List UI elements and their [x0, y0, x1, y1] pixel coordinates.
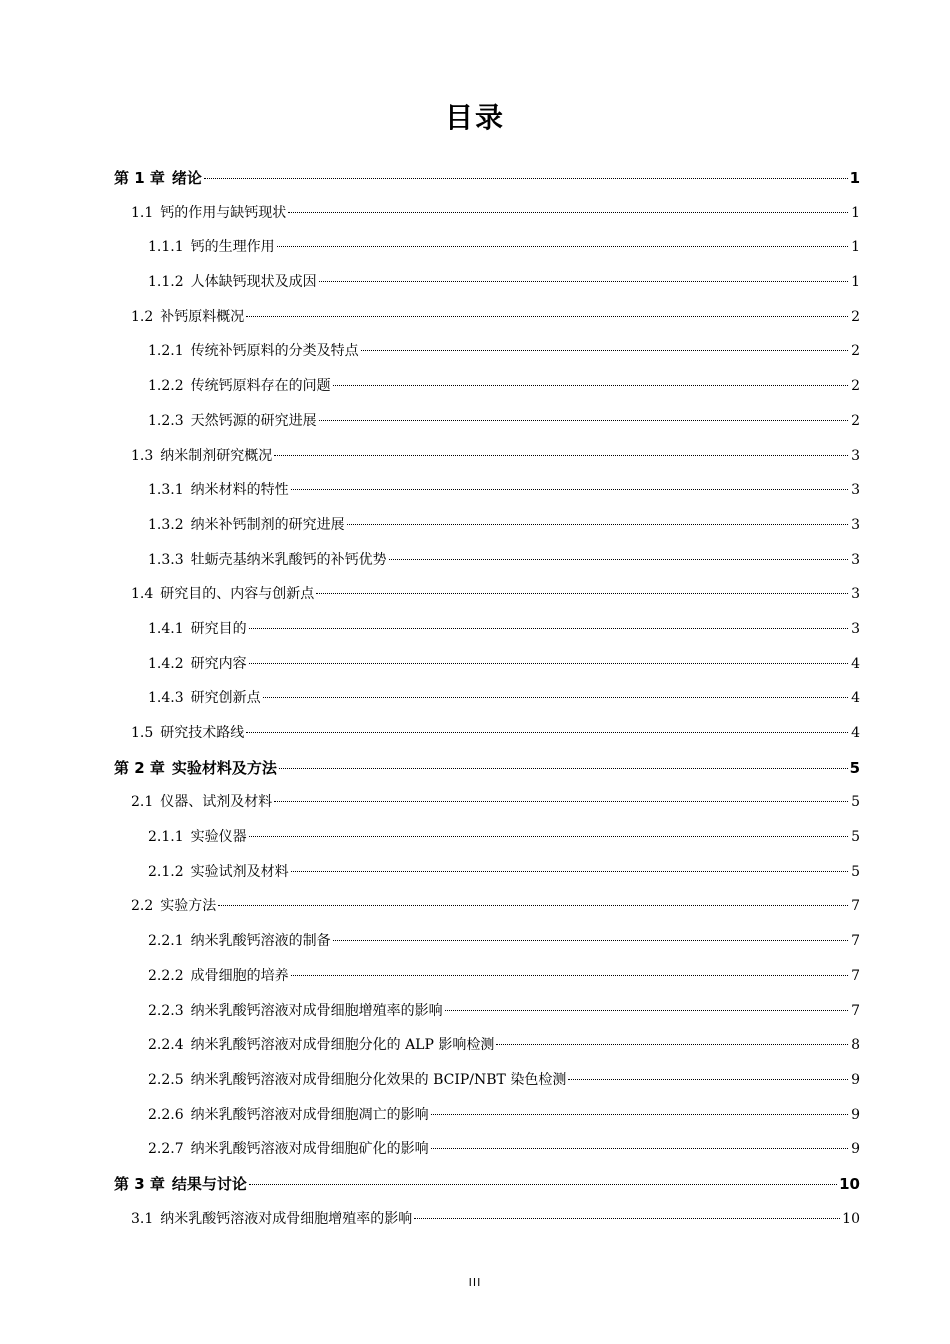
toc-entry-label: 纳米制剂研究概况 — [160, 447, 273, 464]
toc-entry-page: 10 — [839, 1174, 860, 1193]
toc-entry-page: 10 — [842, 1210, 860, 1227]
toc-entry-number: 1.4.1 — [148, 620, 184, 637]
toc-entry[interactable] — [114, 577, 860, 612]
toc-entry-label: 实验材料及方法 — [171, 758, 277, 777]
toc-entry-label: 实验仪器 — [190, 829, 247, 846]
dot-leader — [279, 768, 848, 769]
toc-entry-label: 牡蛎壳基纳米乳酸钙的补钙优势 — [190, 551, 387, 568]
page-title: 目录 — [444, 101, 505, 134]
toc-entry-label: 补钙原料概况 — [160, 308, 245, 325]
toc-entry-number: 2.2.3 — [148, 1002, 184, 1019]
toc-entry-number: 第 2 章 — [114, 758, 165, 777]
toc-entry-page: 1 — [851, 274, 860, 291]
toc-entry-page: 5 — [851, 829, 860, 846]
toc-entry-label: 人体缺钙现状及成因 — [190, 274, 317, 291]
toc-entry-page: 3 — [851, 516, 860, 533]
dot-leader — [274, 455, 848, 456]
toc-entry-label: 纳米乳酸钙溶液对成骨细胞分化效果的 BCIP/NBT 染色检测 — [190, 1071, 567, 1088]
toc-entry[interactable] — [114, 716, 860, 751]
toc-entry-number: 1.4 — [131, 586, 154, 603]
toc-entry[interactable] — [114, 924, 860, 959]
toc-entry-page: 9 — [851, 1106, 860, 1123]
toc-entry-label: 仪器、试剂及材料 — [160, 794, 273, 811]
toc-entry[interactable] — [114, 439, 860, 474]
dot-leader — [218, 905, 848, 906]
toc-entry-label: 钙的生理作用 — [190, 239, 275, 256]
toc-entry-label: 纳米乳酸钙溶液对成骨细胞凋亡的影响 — [190, 1106, 429, 1123]
toc-entry-number: 2.2.2 — [148, 967, 184, 984]
toc-entry-number: 1.4.3 — [148, 690, 184, 707]
toc-entry[interactable] — [114, 820, 860, 855]
toc-entry-page: 2 — [851, 412, 860, 429]
toc-entry-number: 2.2.7 — [148, 1141, 184, 1158]
dot-leader — [249, 663, 848, 664]
toc-entry-number: 2.2.4 — [148, 1037, 184, 1054]
toc-entry[interactable] — [114, 785, 860, 820]
toc-entry-number: 1.2.2 — [148, 378, 184, 395]
toc-entry-label: 纳米材料的特性 — [190, 482, 289, 499]
toc-entry-number: 2.2.6 — [148, 1106, 184, 1123]
dot-leader — [319, 281, 848, 282]
toc-entry-page: 4 — [851, 655, 860, 672]
toc-entry-page: 2 — [851, 343, 860, 360]
toc-entry-number: 2.2.5 — [148, 1071, 184, 1088]
toc-entry[interactable] — [114, 161, 860, 196]
toc-entry-number: 1.3.1 — [148, 482, 184, 499]
toc-entry-page: 1 — [851, 239, 860, 256]
toc-entry[interactable] — [114, 889, 860, 924]
toc-entry-page: 5 — [849, 758, 860, 777]
dot-leader — [333, 940, 848, 941]
toc-entry[interactable] — [114, 508, 860, 543]
toc-entry-label: 纳米乳酸钙溶液对成骨细胞增殖率的影响 — [190, 1002, 443, 1019]
dot-leader — [277, 246, 848, 247]
toc-entry-number: 3.1 — [131, 1210, 154, 1227]
toc-entry[interactable] — [114, 230, 860, 265]
toc-entry-number: 1.5 — [131, 725, 154, 741]
toc-entry-label: 成骨细胞的培养 — [190, 967, 289, 984]
toc-entry-number: 1.1 — [131, 204, 154, 221]
toc-entry-label: 纳米乳酸钙溶液对成骨细胞矿化的影响 — [190, 1141, 429, 1158]
dot-leader — [316, 593, 848, 594]
toc-entry-page: 2 — [851, 378, 860, 395]
toc-entry-page: 7 — [851, 933, 860, 950]
dot-leader — [263, 697, 848, 698]
toc-entry-number: 1.2.1 — [148, 343, 184, 360]
toc-entry-page: 7 — [851, 967, 860, 984]
table-of-contents — [114, 161, 860, 1236]
toc-entry-label: 研究创新点 — [190, 690, 261, 707]
toc-entry-label: 结果与讨论 — [171, 1174, 247, 1193]
dot-leader — [291, 975, 848, 976]
toc-entry[interactable] — [114, 265, 860, 300]
toc-entry-page: 1 — [851, 204, 860, 221]
toc-entry[interactable] — [114, 196, 860, 231]
toc-entry[interactable] — [114, 1063, 860, 1098]
toc-entry-page: 5 — [851, 794, 860, 811]
dot-leader — [568, 1079, 848, 1080]
dot-leader — [414, 1218, 840, 1219]
toc-entry-number: 2.1 — [131, 794, 154, 811]
toc-entry-page: 3 — [851, 447, 860, 464]
toc-entry-label: 纳米补钙制剂的研究进展 — [190, 516, 345, 533]
toc-entry-label: 纳米乳酸钙溶液对成骨细胞增殖率的影响 — [160, 1210, 413, 1227]
toc-entry-number: 2.1.1 — [148, 829, 184, 846]
toc-entry-number: 1.4.2 — [148, 655, 184, 672]
dot-leader — [333, 385, 848, 386]
dot-leader — [319, 420, 848, 421]
toc-entry[interactable] — [114, 855, 860, 890]
toc-entry[interactable] — [114, 994, 860, 1029]
dot-leader — [249, 1184, 837, 1185]
dot-leader — [274, 801, 848, 802]
toc-entry[interactable] — [114, 612, 860, 647]
dot-leader — [431, 1114, 848, 1115]
toc-entry-page: 7 — [851, 898, 860, 915]
toc-entry[interactable] — [114, 1202, 860, 1237]
toc-entry-number: 2.2.1 — [148, 933, 184, 950]
dot-leader — [288, 212, 848, 213]
toc-entry[interactable] — [114, 1167, 860, 1202]
dot-leader — [249, 628, 848, 629]
dot-leader — [361, 350, 848, 351]
dot-leader — [496, 1044, 848, 1045]
toc-entry-page: 3 — [851, 586, 860, 603]
toc-entry-label: 天然钙源的研究进展 — [190, 412, 317, 429]
toc-entry-label: 绪论 — [171, 169, 202, 187]
toc-entry-page: 3 — [851, 482, 860, 499]
toc-entry-number: 第 1 章 — [114, 169, 165, 187]
toc-entry-label: 实验方法 — [160, 898, 217, 915]
toc-entry-number: 1.3.3 — [148, 551, 184, 568]
dot-leader — [246, 732, 848, 733]
toc-entry-page: 2 — [851, 308, 860, 325]
toc-entry-number: 1.3.2 — [148, 516, 184, 533]
toc-entry[interactable] — [114, 404, 860, 439]
toc-entry[interactable] — [114, 1132, 860, 1167]
toc-entry-label: 研究目的 — [190, 620, 247, 637]
toc-entry-page: 8 — [851, 1037, 860, 1054]
toc-entry[interactable] — [114, 334, 860, 369]
dot-leader — [445, 1010, 848, 1011]
toc-entry[interactable] — [114, 959, 860, 994]
toc-entry-number: 2.1.2 — [148, 863, 184, 880]
toc-entry[interactable] — [114, 647, 860, 682]
toc-entry[interactable] — [114, 1098, 860, 1133]
toc-entry-page: 9 — [851, 1141, 860, 1158]
dot-leader — [389, 559, 848, 560]
dot-leader — [291, 489, 848, 490]
toc-entry[interactable] — [114, 300, 860, 335]
toc-entry-label: 研究目的、内容与创新点 — [160, 586, 315, 603]
toc-entry-label: 传统钙原料存在的问题 — [190, 378, 331, 395]
toc-entry-number: 1.3 — [131, 447, 154, 464]
dot-leader — [204, 178, 848, 179]
dot-leader — [249, 836, 848, 837]
toc-entry-label: 实验试剂及材料 — [190, 863, 289, 880]
toc-entry-number: 2.2 — [131, 898, 154, 915]
toc-entry-number: 1.2 — [131, 308, 154, 325]
toc-entry-number: 第 3 章 — [114, 1174, 165, 1193]
toc-entry[interactable] — [114, 751, 860, 786]
dot-leader — [431, 1148, 848, 1149]
toc-entry-number: 1.2.3 — [148, 412, 184, 429]
toc-entry-page: 4 — [851, 725, 860, 741]
dot-leader — [291, 871, 848, 872]
toc-entry-number: 1.1.1 — [148, 239, 184, 256]
toc-entry-label: 钙的作用与缺钙现状 — [160, 204, 287, 221]
toc-entry-page: 9 — [851, 1071, 860, 1088]
toc-entry-page: 7 — [851, 1002, 860, 1019]
toc-entry-label: 纳米乳酸钙溶液的制备 — [190, 933, 331, 950]
toc-entry[interactable] — [114, 473, 860, 508]
toc-entry-page: 1 — [849, 169, 860, 187]
footer-page-number: III — [468, 1276, 482, 1289]
toc-entry[interactable] — [114, 543, 860, 578]
toc-entry-number: 1.1.2 — [148, 274, 184, 291]
toc-entry[interactable] — [114, 369, 860, 404]
dot-leader — [246, 316, 848, 317]
toc-entry-label: 传统补钙原料的分类及特点 — [190, 343, 359, 360]
toc-entry-page: 5 — [851, 863, 860, 880]
toc-entry-label: 纳米乳酸钙溶液对成骨细胞分化的 ALP 影响检测 — [190, 1037, 495, 1054]
dot-leader — [347, 524, 848, 525]
toc-entry-label: 研究内容 — [190, 655, 247, 672]
toc-entry-label: 研究技术路线 — [160, 725, 245, 741]
toc-entry-page: 3 — [851, 620, 860, 637]
toc-entry[interactable] — [114, 681, 860, 716]
toc-entry[interactable] — [114, 1028, 860, 1063]
toc-entry-page: 3 — [851, 551, 860, 568]
toc-entry-page: 4 — [851, 690, 860, 707]
